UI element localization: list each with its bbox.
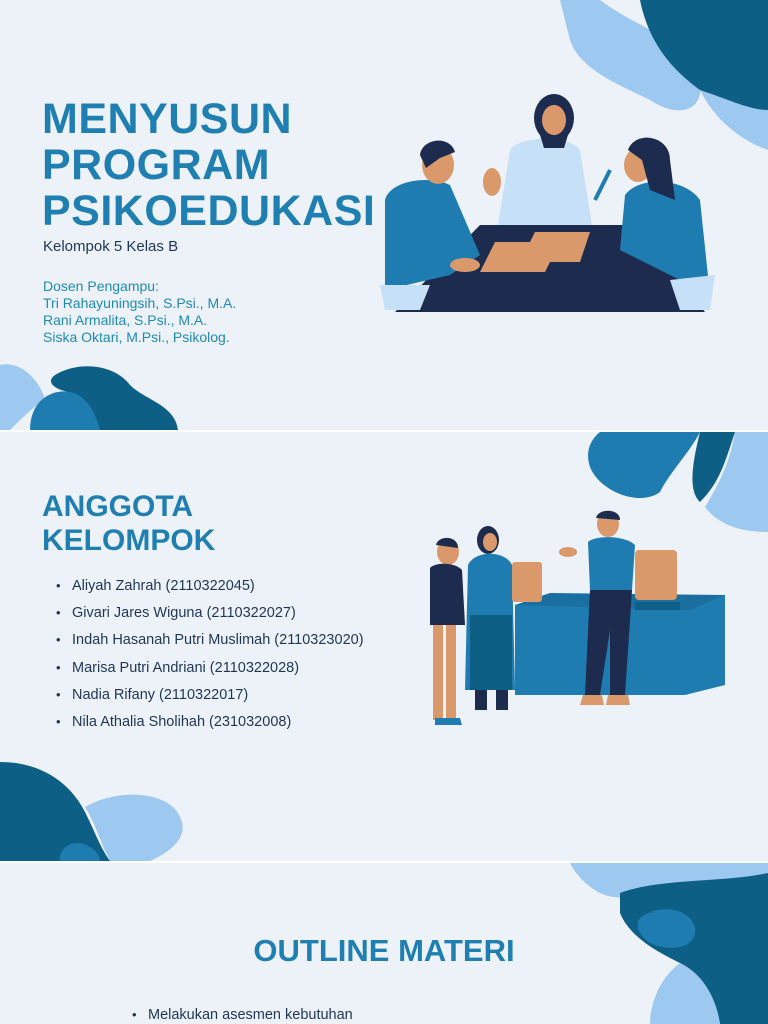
meeting-illustration bbox=[370, 90, 720, 320]
lecturer-name: Tri Rahayuningsih, S.Psi., M.A. bbox=[43, 295, 237, 311]
title-line: PSIKOEDUKASI bbox=[42, 187, 376, 235]
list-item: • Marisa Putri Andriani (2110322028) bbox=[56, 654, 364, 681]
list-item: • Melakukan asesmen kebutuhan bbox=[132, 1007, 353, 1023]
lecturer-heading: Dosen Pengampu: bbox=[43, 278, 159, 294]
slide-outline bbox=[0, 863, 768, 1024]
office-illustration bbox=[420, 510, 730, 735]
slide-members bbox=[0, 432, 768, 861]
title-line: ANGGOTA bbox=[42, 490, 194, 523]
title-line: KELOMPOK bbox=[42, 524, 216, 557]
list-item: • Aliyah Zahrah (2110322045) bbox=[56, 572, 364, 599]
lecturer-name: Rani Armalita, S.Psi., M.A. bbox=[43, 312, 208, 328]
members-title bbox=[42, 490, 215, 558]
slide-title bbox=[0, 0, 768, 430]
list-item: • Nila Athalia Sholihah (231032008) bbox=[56, 708, 364, 735]
lecturer-name: Siska Oktari, M.Psi., Psikolog. bbox=[43, 329, 230, 345]
outline-title: OUTLINE MATERI bbox=[253, 933, 515, 968]
list-item: • Indah Hasanah Putri Muslimah (2110323020) bbox=[56, 626, 364, 653]
outline-list bbox=[132, 1007, 353, 1023]
presentation-title bbox=[42, 96, 375, 234]
list-item: • Givari Jares Wiguna (2110322027) bbox=[56, 599, 364, 626]
title-line: PROGRAM bbox=[42, 141, 271, 189]
title-line: MENYUSUN bbox=[42, 95, 293, 143]
list-item: • Nadia Rifany (2110322017) bbox=[56, 681, 364, 708]
lecturer-block bbox=[43, 278, 236, 346]
members-list bbox=[56, 572, 364, 735]
group-label: Kelompok 5 Kelas B bbox=[43, 238, 179, 255]
